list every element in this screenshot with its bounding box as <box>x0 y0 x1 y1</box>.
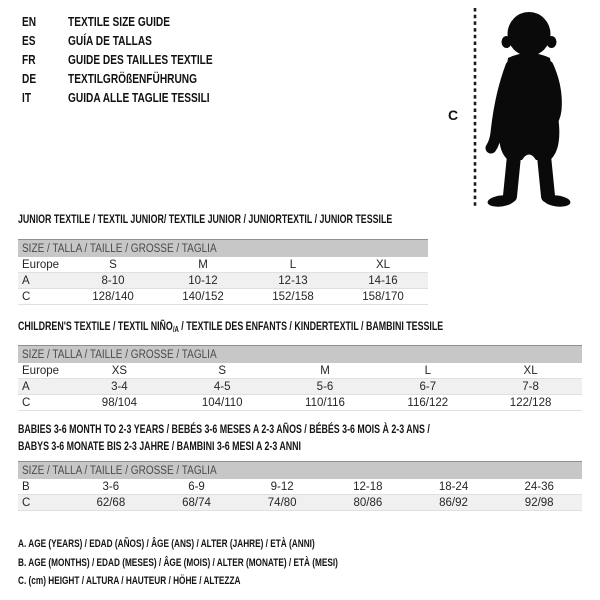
cell: 62/68 <box>96 496 126 509</box>
babies-title-line2: BABYS 3-6 MONATE BIS 2-3 JAHRE / BAMBINI 3-6 MESI A 2-3 ANNI <box>18 438 302 453</box>
cell: M <box>198 258 208 271</box>
cell: 92/98 <box>524 496 554 509</box>
guide-title-es: GUÍA DE TALLAS <box>68 33 152 48</box>
row-label: A <box>22 380 30 393</box>
row-label: A <box>22 274 30 287</box>
table-row-age <box>18 273 428 289</box>
cell: 122/128 <box>509 396 552 409</box>
cell: 80/86 <box>353 496 383 509</box>
title-part: / TEXTILE DES ENFANTS / KINDERTEXTIL / BAMBINI TESSILE <box>178 319 444 333</box>
cell: 24-36 <box>524 480 554 493</box>
language-title-list <box>22 12 253 107</box>
table-row-age <box>18 379 582 395</box>
language-code: EN <box>22 14 37 29</box>
cell: 152/158 <box>272 290 314 303</box>
guide-title-it: GUIDA ALLE TAGLIE TESSILI <box>68 90 210 105</box>
cell: 12-13 <box>278 274 308 287</box>
babies-size-table <box>18 461 582 511</box>
title-subscript: /A <box>172 325 179 334</box>
junior-table-title <box>18 211 517 228</box>
size-header-label: SIZE / TALLA / TAILLE / GRÖSSE / TAGLIA <box>22 464 217 477</box>
table-row-europe <box>18 363 582 379</box>
babies-title-line1: BABIES 3-6 MONTH TO 2-3 YEARS / BEBÉS 3-6 MESES A 2-3 AÑOS / BÉBÉS 3-6 MOIS À 2-3 ANS / <box>18 422 430 436</box>
legend-footnotes <box>18 535 445 591</box>
cell: 4-5 <box>213 380 231 393</box>
children-size-table <box>18 345 582 411</box>
junior-size-table <box>18 239 428 305</box>
cell: 74/80 <box>267 496 297 509</box>
cell: 140/152 <box>182 290 224 303</box>
cell: 116/122 <box>407 396 449 409</box>
cell: 68/74 <box>182 496 211 509</box>
language-row-de <box>22 69 253 88</box>
footnote-b: B. AGE (MONTHS) / EDAD (MESES) / ÂGE (MOIS) / ALTER (MONATE) / ETÀ (MESI) <box>18 556 338 569</box>
cell: 14-16 <box>368 274 398 287</box>
size-header-band <box>18 239 428 257</box>
cell: 7-8 <box>522 380 539 393</box>
title-part: CHILDREN'S TEXTILE / TEXTIL NIÑO <box>18 319 173 333</box>
size-header-band <box>18 345 582 363</box>
cell: L <box>424 364 431 377</box>
cell: 5-6 <box>316 380 334 393</box>
junior-table-title-text: JUNIOR TEXTILE / TEXTIL JUNIOR/ TEXTILE JUNIOR / JUNIORTEXTIL / JUNIOR TESSILE <box>18 212 393 226</box>
table-row-europe <box>18 257 428 273</box>
cell: XL <box>375 258 391 271</box>
cell: 9-12 <box>270 480 294 493</box>
cell: XS <box>111 364 128 377</box>
size-header-band <box>18 461 582 479</box>
table-row-height <box>18 495 582 511</box>
language-row-fr <box>22 50 253 69</box>
children-table-title <box>18 318 585 339</box>
language-code: ES <box>22 33 36 48</box>
row-label: C <box>22 396 31 409</box>
cell: 3-4 <box>111 380 128 393</box>
language-code: IT <box>22 90 32 105</box>
row-label: Europe <box>22 258 60 271</box>
height-label: C <box>448 107 459 123</box>
cell: 18-24 <box>438 480 469 493</box>
babies-table-title <box>18 421 567 454</box>
cell: 3-6 <box>102 480 120 493</box>
cell: 6-7 <box>419 380 437 393</box>
guide-title-en: TEXTILE SIZE GUIDE <box>68 14 170 29</box>
table-row-age-months <box>18 479 582 495</box>
cell: 86/92 <box>439 496 468 509</box>
language-row-es <box>22 31 253 50</box>
children-table-title-text <box>18 318 443 339</box>
cell: 6-9 <box>188 480 205 493</box>
cell: 104/110 <box>201 396 243 409</box>
size-header-label: SIZE / TALLA / TAILLE / GRÖSSE / TAGLIA <box>22 348 217 361</box>
baby-height-figure <box>430 0 600 215</box>
footnote-a: A. AGE (YEARS) / EDAD (AÑOS) / ÂGE (ANS) / ALTER (JAHRE) / ETÀ (ANNI) <box>18 538 315 550</box>
cell: 12-18 <box>353 480 383 493</box>
cell: XL <box>523 364 538 377</box>
table-row-height <box>18 289 428 305</box>
language-row-en <box>22 12 253 31</box>
row-label: C <box>22 290 31 303</box>
row-label: Europe <box>22 364 60 377</box>
cell: S <box>109 258 117 271</box>
cell: 110/116 <box>305 396 345 409</box>
cell: 158/170 <box>362 290 404 303</box>
row-label: B <box>22 480 30 493</box>
row-label: C <box>22 496 31 509</box>
language-code: DE <box>22 71 37 86</box>
cell: 98/104 <box>101 396 137 409</box>
cell: 8-10 <box>101 274 125 287</box>
language-row-it <box>22 88 253 107</box>
language-code: FR <box>22 52 36 67</box>
cell: 128/140 <box>92 290 134 303</box>
table-row-height <box>18 395 582 411</box>
cell: L <box>289 258 297 271</box>
cell: 10-12 <box>188 274 218 287</box>
cell: M <box>320 364 330 377</box>
guide-title-fr: GUIDE DES TAILLES TEXTILE <box>68 52 213 67</box>
cell: S <box>218 364 227 377</box>
footnote-c: C. (cm) HEIGHT / ALTURA / HAUTEUR / HÖHE / ALTEZZA <box>18 575 241 587</box>
size-header-label: SIZE / TALLA / TAILLE / GRÖSSE / TAGLIA <box>22 242 217 255</box>
toddler-silhouette-icon <box>487 12 571 208</box>
guide-title-de: TEXTILGRÖßENFÜHRUNG <box>68 71 198 86</box>
